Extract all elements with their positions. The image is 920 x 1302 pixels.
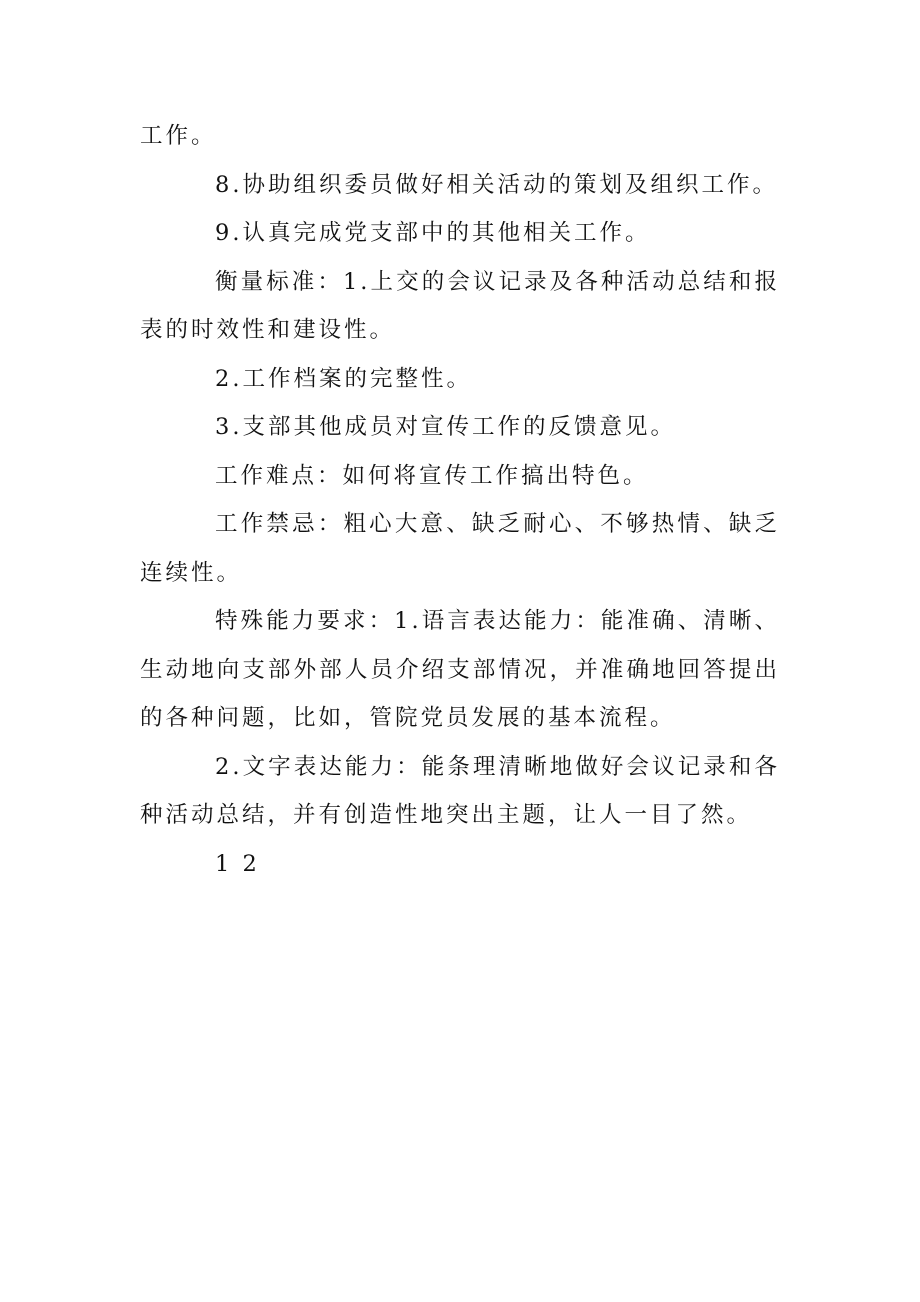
paragraph-work-taboos: 工作禁忌：粗心大意、缺乏耐心、不够热情、缺乏连续性。 bbox=[140, 511, 780, 586]
paragraph-item-9: 9.认真完成党支部中的其他相关工作。 bbox=[215, 220, 651, 246]
paragraph-standard-3: 3.支部其他成员对宣传工作的反馈意见。 bbox=[215, 414, 676, 440]
paragraph-work-difficulty: 工作难点：如何将宣传工作搞出特色。 bbox=[215, 462, 649, 489]
paragraph-standard-2: 2.工作档案的完整性。 bbox=[215, 365, 472, 392]
paragraph-item-8: 8.协助组织委员做好相关活动的策划及组织工作。 bbox=[215, 171, 778, 198]
paragraph-measurement-standard: 衡量标准：1.上交的会议记录及各种活动总结和报表的时效性和建设性。 bbox=[140, 268, 780, 343]
page-number: 1 2 bbox=[215, 850, 260, 877]
document-body bbox=[140, 112, 780, 888]
paragraph-special-abilities: 特殊能力要求：1.语言表达能力：能准确、清晰、生动地向支部外部人员介绍支部情况，并准确地回答提出的各种问题，比如，管院党员发展的基本流程。 bbox=[140, 608, 780, 731]
paragraph-continuation: 工作。 bbox=[140, 123, 217, 149]
paragraph-ability-2: 2.文字表达能力：能条理清晰地做好会议记录和各种活动总结，并有创造性地突出主题，让人一目了然。 bbox=[140, 753, 780, 828]
